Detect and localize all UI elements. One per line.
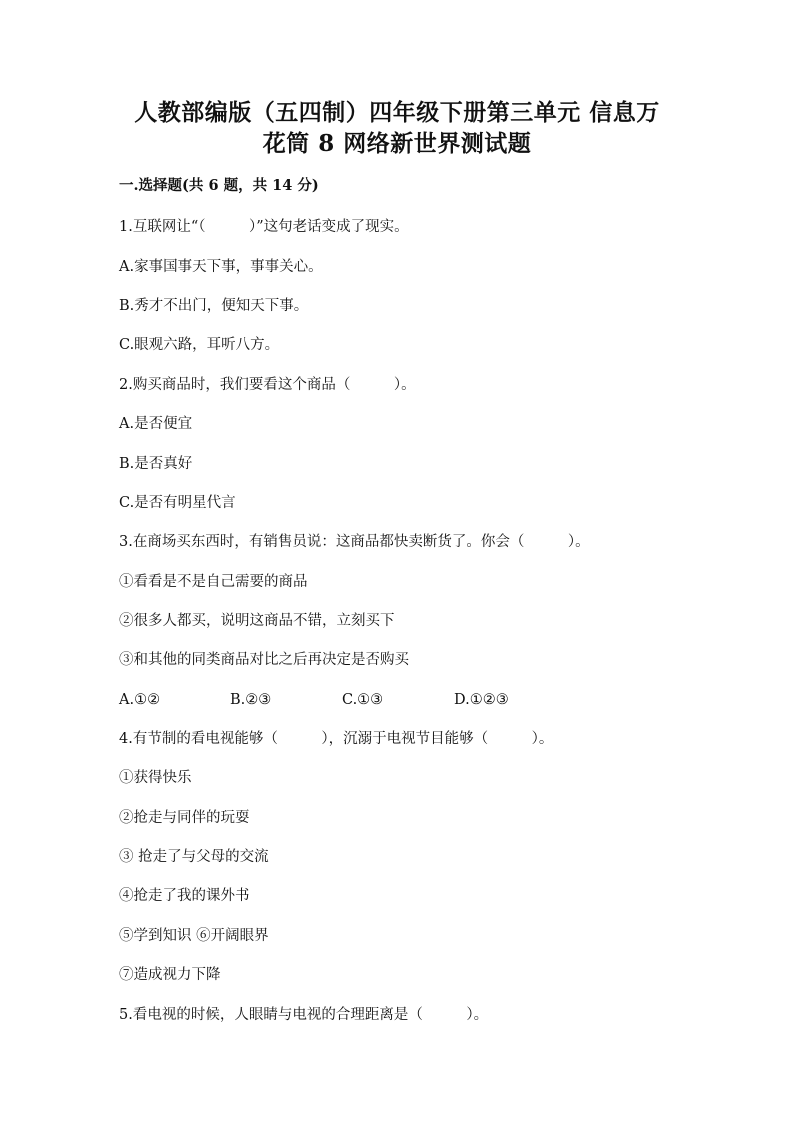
question-1-option-c: C.眼观六路，耳听八方。 xyxy=(119,337,280,353)
question-4-statement-3: ③ 抢走了与父母的交流 xyxy=(119,849,269,865)
document-title-line-1: 人教部编版（五四制）四年级下册第三单元 信息万 xyxy=(134,99,660,126)
question-1-option-b: B.秀才不出门，便知天下事。 xyxy=(119,298,309,314)
question-2-option-c: C.是否有明星代言 xyxy=(119,495,236,511)
question-3-statement-1: ①看看是不是自己需要的商品 xyxy=(119,574,308,590)
question-1-stem: 1.互联网让“（ ）”这句老话变成了现实。 xyxy=(119,219,409,235)
question-4-statement-1: ①获得快乐 xyxy=(119,770,192,786)
question-3-choice-d: D.①②③ xyxy=(454,692,509,708)
question-3-choice-c: C.①③ xyxy=(342,692,384,708)
question-4-statement-4: ④抢走了我的课外书 xyxy=(119,888,250,904)
question-2-stem: 2.购买商品时，我们要看这个商品（ ）。 xyxy=(119,377,416,393)
question-1-option-a: A.家事国事天下事，事事关心。 xyxy=(119,259,323,275)
question-4-statement-2: ②抢走与同伴的玩耍 xyxy=(119,810,250,826)
question-4-statement-7: ⑦造成视力下降 xyxy=(119,967,221,983)
section-heading: 一.选择题(共 6 题，共 14 分) xyxy=(119,177,319,194)
question-4-statement-5-6: ⑤学到知识 ⑥开阔眼界 xyxy=(119,928,269,944)
document-title-line-2: 花筒 8 网络新世界测试题 xyxy=(262,130,532,157)
question-3-choice-b: B.②③ xyxy=(230,692,272,708)
question-2-option-b: B.是否真好 xyxy=(119,456,193,472)
question-3-choice-a: A.①② xyxy=(119,692,161,708)
question-3-choices xyxy=(119,690,639,710)
question-2-option-a: A.是否便宜 xyxy=(119,416,193,432)
question-3-statement-3: ③和其他的同类商品对比之后再决定是否购买 xyxy=(119,652,409,668)
question-5-stem: 5.看电视的时候，人眼睛与电视的合理距离是（ ）。 xyxy=(119,1007,489,1023)
question-4-stem: 4.有节制的看电视能够（ ），沉溺于电视节目能够（ ）。 xyxy=(119,731,554,747)
question-3-stem: 3.在商场买东西时，有销售员说：这商品都快卖断货了。你会（ ）。 xyxy=(119,534,590,550)
question-3-statement-2: ②很多人都买，说明这商品不错，立刻买下 xyxy=(119,613,395,629)
